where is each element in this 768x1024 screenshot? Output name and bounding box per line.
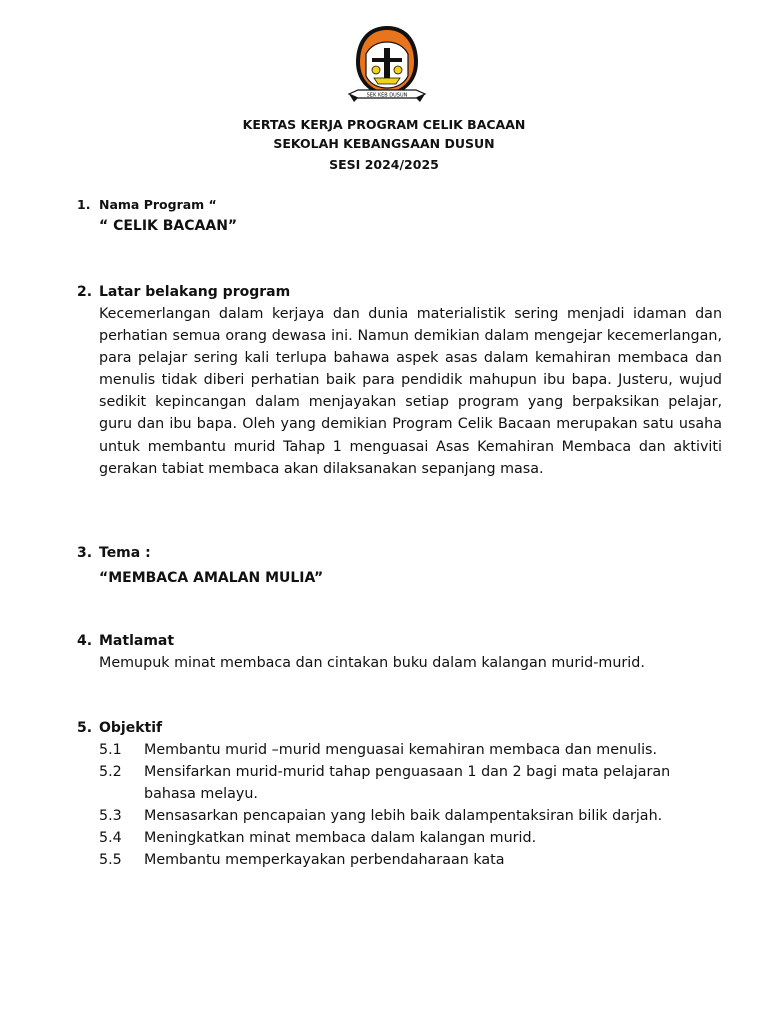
section-nama-program	[77, 196, 722, 237]
section-title: Objektif	[99, 720, 163, 736]
program-name: “ CELIK BACAAN”	[99, 218, 238, 234]
objective-item	[99, 805, 722, 827]
objective-text: Mensifarkan murid-murid tahap penguasaan 1 dan 2 bagi mata pelajaran bahasa melayu.	[144, 764, 671, 802]
goal-text: Memupuk minat membaca dan cintakan buku dalam kalangan murid-murid.	[99, 655, 645, 671]
section-number: 1.	[77, 197, 91, 212]
doc-title-line-3: SESI 2024/2025	[329, 157, 439, 172]
doc-title-line-2: SEKOLAH KEBANGSAAN DUSUN	[273, 136, 495, 151]
section-tema	[77, 542, 722, 590]
section-objektif	[77, 717, 722, 871]
school-logo	[346, 24, 428, 108]
objective-number: 5.5	[99, 852, 122, 868]
objective-number: 5.4	[99, 830, 122, 846]
objective-text: Membantu murid –murid menguasai kemahiran membaca dan menulis.	[144, 742, 658, 758]
section-number: 5.	[77, 720, 93, 736]
section-number: 4.	[77, 633, 93, 649]
section-matlamat	[77, 630, 722, 674]
objective-number: 5.3	[99, 808, 122, 824]
objective-text: Mensasarkan pencapaian yang lebih baik dalampentaksiran bilik darjah.	[144, 808, 663, 824]
objective-item	[99, 761, 722, 805]
section-title: Tema :	[99, 545, 151, 561]
section-latar-belakang	[77, 281, 722, 480]
objective-item	[99, 827, 722, 849]
doc-title-line-1: KERTAS KERJA PROGRAM CELIK BACAAN	[242, 117, 526, 132]
section-title: Matlamat	[99, 633, 175, 649]
section-title: Nama Program “	[99, 197, 217, 212]
objective-number: 5.1	[99, 742, 122, 758]
theme-value: “MEMBACA AMALAN MULIA”	[99, 570, 324, 586]
section-number: 2.	[77, 284, 93, 300]
section-title: Latar belakang program	[99, 284, 291, 300]
objective-item	[99, 849, 722, 871]
background-paragraph: Kecemerlangan dalam kerjaya dan dunia materialistik sering menjadi idaman dan perhatian semua orang dewasa ini. Namun demikian dalam mengejar kecemerlangan, para pelajar sering kali terlupa bahawa aspek asas dalam kemahiran membaca dan menulis tidak diberi perhatian baik para pendidik mahupun ibu bapa. Justeru, wujud sedikit kepincangan dalam menjayakan setiap program yang berpaksikan pelajar, guru dan ibu bapa. Oleh yang demikian Program Celik Bacaan merupakan satu usaha untuk membantu murid Tahap 1 menguasai Asas Kemahiran Membaca dan aktiviti gerakan tabiat membaca akan dilaksanakan sepanjang masa.	[99, 306, 722, 477]
objective-text: Meningkatkan minat membaca dalam kalangan murid.	[144, 830, 537, 846]
school-crest-icon	[346, 24, 428, 108]
objective-item	[99, 739, 722, 761]
section-number: 3.	[77, 545, 93, 561]
objective-text: Membantu memperkayakan perbendaharaan kata	[144, 852, 505, 868]
objective-number: 5.2	[99, 764, 122, 780]
logo-ribbon-text: SEK KEB DUSUN	[366, 92, 408, 99]
